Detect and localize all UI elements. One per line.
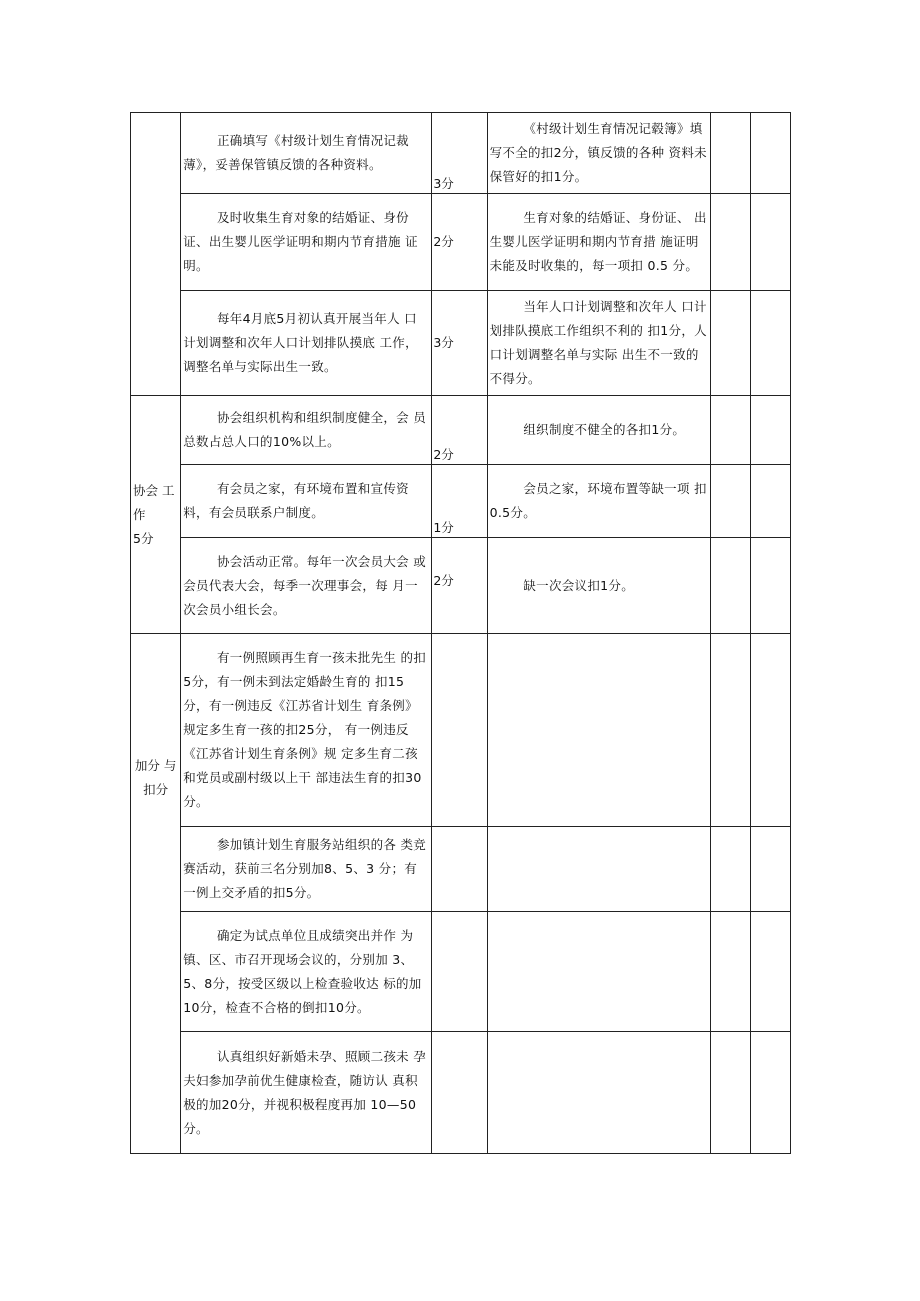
self-score-cell [710,194,750,291]
final-score-cell [750,538,790,634]
requirement-cell [181,827,432,912]
self-score-cell [710,291,750,396]
deduction-cell [487,291,710,396]
score-cell [432,634,487,827]
score-cell [432,291,487,396]
deduction-text: 当年人口计划调整和次年人 口计划排队摸底工作组织不利的 扣1分，人口计划调整名单与实际 出生不一致的不得分。 [489,299,707,386]
deduction-cell [487,194,710,291]
deduction-text: 生育对象的结婚证、身份证、 出生婴儿医学证明和期内节育措 施证明未能及时收集的，每一项扣 0.5 分。 [489,210,707,273]
table-row [131,538,791,634]
self-score-cell [710,634,750,827]
table-row [131,396,791,465]
deduction-text: 组织制度不健全的各扣1分。 [523,422,686,437]
score-cell [432,465,487,538]
deduction-text: 会员之家，环境布置等缺一项 扣0.5分。 [489,481,707,520]
score-cell [432,396,487,465]
requirement-cell [181,538,432,634]
score-cell [432,912,487,1032]
score-cell [432,827,487,912]
deduction-cell [487,1032,710,1154]
self-score-cell [710,538,750,634]
requirement-cell [181,1032,432,1154]
deduction-cell [487,113,710,194]
table-row [131,1032,791,1154]
score-cell [432,538,487,634]
requirement-cell [181,194,432,291]
requirement-cell [181,465,432,538]
requirement-text: 协会活动正常。每年一次会员大会 或会员代表大会，每季一次理事会，每 月一次会员小组长会。 [183,553,427,617]
deduction-cell [487,912,710,1032]
score-cell [432,194,487,291]
table-row [131,912,791,1032]
deduction-text: 《村级计划生育情况记毂簿》填写不全的扣2分，镇反馈的各种 资料未保管好的扣1分。 [489,121,707,184]
table-row [131,827,791,912]
deduction-cell [487,827,710,912]
table-row [131,465,791,538]
final-score-cell [750,634,790,827]
self-score-cell [710,912,750,1032]
score-text: 3分 [433,176,454,191]
deduction-cell [487,396,710,465]
self-score-cell [710,1032,750,1154]
final-score-cell [750,113,790,194]
score-text: 3分 [433,335,454,350]
score-text: 2分 [433,234,454,249]
requirement-cell [181,912,432,1032]
requirement-cell [181,291,432,396]
category-line: 作 [133,506,146,522]
requirement-text: 正确填写《村级计划生育情况记裁薄》，妥善保管镇反馈的各种资料。 [183,133,409,172]
requirement-text: 认真组织好新婚未孕、照顾二孩未 孕夫妇参加孕前优生健康检查，随访认 真积极的加20分，并视积极程度再加 10—50 分。 [183,1048,427,1136]
deduction-cell [487,538,710,634]
table-row [131,194,791,291]
table-row [131,634,791,827]
category-line: 协会 工 [133,482,175,498]
deduction-text: 缺一次会议扣1分。 [523,577,635,593]
final-score-cell [750,465,790,538]
requirement-text: 及时收集生育对象的结婚证、身份 证、出生婴儿医学证明和期内节育措施 证明。 [183,210,418,273]
requirement-text: 有会员之家，有环境布置和宣传资 料，有会员联系户制度。 [183,481,409,520]
deduction-cell [487,465,710,538]
self-score-cell [710,827,750,912]
table-row [131,113,791,194]
final-score-cell [750,291,790,396]
self-score-cell [710,396,750,465]
category-cell-bonus [131,634,181,1154]
category-cell-association [131,396,181,634]
self-score-cell [710,113,750,194]
category-line: 5分 [133,530,154,546]
requirement-cell [181,396,432,465]
score-cell [432,113,487,194]
final-score-cell [750,827,790,912]
table-row [131,291,791,396]
final-score-cell [750,194,790,291]
category-line: 加分 与 [134,758,177,773]
deduction-cell [487,634,710,827]
score-cell [432,1032,487,1154]
score-text: 1分 [433,520,454,535]
final-score-cell [750,1032,790,1154]
requirement-text: 有一例照顾再生育一孩未批先生 的扣5分，有一例未到法定婚龄生育的 扣15分，有一例违反《江苏省计划生 育条例》规定多生育一孩的扣25分， 有一例违反《江苏省计划生育条例》规 定多生育二孩和党员或副村级以上干 部违法生育的扣30分。 [183,650,427,809]
requirement-text: 确定为试点单位且成绩突出并作 为镇、区、市召开现场会议的，分别加 3、5、8分，按受区级以上检查验收达 标的加10分，检查不合格的倒扣10分。 [183,927,422,1015]
category-cell-blank [131,113,181,396]
final-score-cell [750,396,790,465]
requirement-text: 参加镇计划生育服务站组织的各 类竞赛活动，获前三名分别加8、5、3 分；有一例上交矛盾的扣5分。 [183,837,427,900]
category-line: 扣分 [143,782,169,797]
self-score-cell [710,465,750,538]
requirement-cell [181,634,432,827]
requirement-cell [181,113,432,194]
requirement-text: 每年4月底5月初认真开展当年人 口计划调整和次年人口计划排队摸底 工作，调整名单与实际出生一致。 [183,311,418,374]
final-score-cell [750,912,790,1032]
requirement-text: 协会组织机构和组织制度健全，会 员总数占总人口的10%以上。 [183,410,427,449]
score-text: 2分 [433,447,454,462]
score-text: 2分 [433,573,454,588]
assessment-table [130,112,791,1154]
